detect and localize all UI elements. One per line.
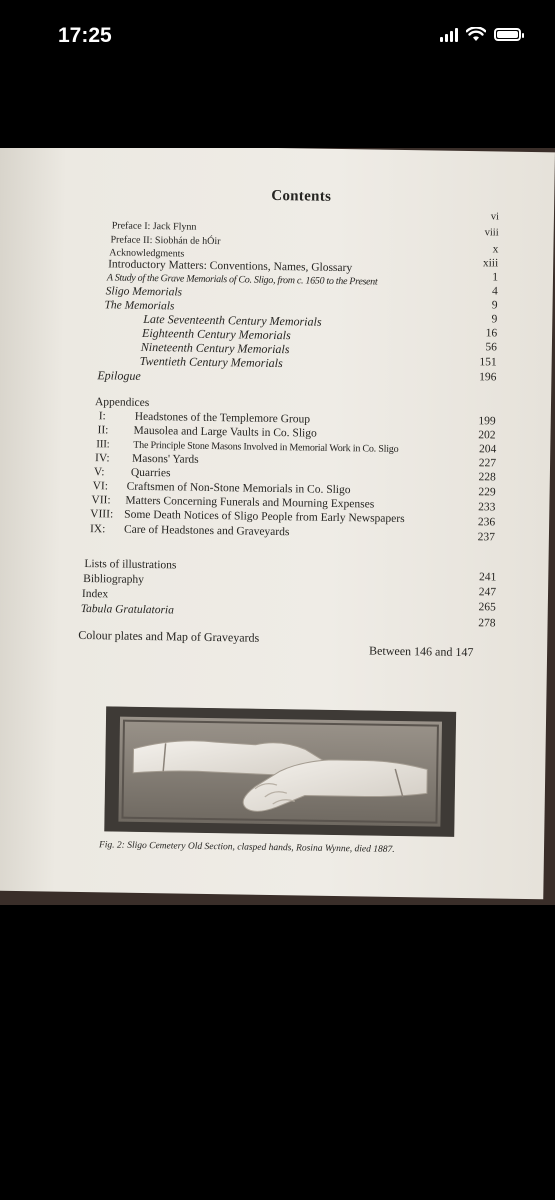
- appendix-row: V: Quarries: [93, 466, 171, 480]
- toc-entry-introductory: Introductory Matters: Conventions, Names, Glossary: [108, 258, 353, 275]
- page-title: Contents: [271, 187, 332, 205]
- toc-page-acknowledgments: x: [492, 243, 499, 256]
- figure-caption: Fig. 2: Sligo Cemetery Old Section, clasped hands, Rosina Wynne, died 1887.: [98, 840, 395, 855]
- appendix-row: VI: Craftsmen of Non-Stone Memorials in Co. Sligo: [92, 480, 351, 497]
- toc-entry-twentieth-century: Twentieth Century Memorials: [139, 353, 283, 371]
- appendix-page: 204: [478, 443, 497, 456]
- appendix-row: IV: Masons' Yards: [95, 452, 199, 466]
- toc-entry-index: Index: [81, 587, 109, 601]
- toc-page-illustrations: 241: [478, 571, 497, 584]
- toc-page-preface-1: vi: [490, 211, 500, 223]
- battery-icon: [494, 28, 521, 41]
- toc-page-seventeenth-century: 9: [491, 313, 498, 326]
- toc-page-bibliography: 247: [478, 586, 497, 599]
- toc-page-epilogue: 196: [479, 371, 497, 384]
- book-page-photo: [0, 148, 555, 905]
- toc-entry-nineteenth-century: Nineteenth Century Memorials: [140, 339, 290, 357]
- toc-entry-study: A Study of the Grave Memorials of Co. Sligo, from c. 1650 to the Present: [106, 272, 378, 288]
- appendix-row: III: The Principle Stone Masons Involved in Memorial Work in Co. Sligo: [96, 438, 399, 455]
- contents-page: [0, 148, 555, 899]
- appendix-row: II: Mausolea and Large Vaults in Co. Sligo: [97, 424, 317, 440]
- toc-entry-illustrations: Lists of illustrations: [84, 558, 177, 572]
- toc-page-twentieth-century: 151: [479, 356, 497, 369]
- toc-entry-plates: Colour plates and Map of Graveyards: [78, 627, 260, 645]
- toc-entry-acknowledgments: Acknowledgments: [109, 247, 185, 260]
- appendix-row: I: Headstones of the Templemore Group: [98, 410, 311, 426]
- appendix-page: 202: [478, 429, 496, 442]
- toc-entry-seventeenth-century: Late Seventeenth Century Memorials: [143, 311, 322, 329]
- toc-entry-the-memorials: The Memorials: [104, 299, 175, 313]
- appendix-page: 199: [478, 415, 496, 428]
- toc-page-preface-2: viii: [484, 227, 499, 239]
- appendix-page: 229: [478, 486, 496, 499]
- toc-page-introductory: xiii: [482, 257, 499, 270]
- toc-entry-preface-1: Preface I: Jack Flynn: [111, 220, 197, 233]
- toc-entry-sligo-memorials: Sligo Memorials: [105, 285, 183, 299]
- appendices-heading: Appendices: [94, 396, 150, 410]
- clasped-hands-photo: [104, 706, 456, 836]
- toc-page-study: 1: [492, 271, 499, 284]
- appendix-row: VIII: Some Death Notices of Sligo People from Early Newspapers: [90, 508, 405, 526]
- toc-page-the-memorials: 9: [491, 299, 498, 312]
- toc-page-eighteenth-century: 16: [485, 327, 498, 340]
- toc-entry-epilogue: Epilogue: [97, 368, 141, 383]
- wifi-icon: [466, 27, 486, 42]
- appendix-page: 237: [477, 531, 496, 544]
- toc-page-sligo-memorials: 4: [491, 285, 498, 298]
- status-bar: [0, 0, 555, 80]
- cellular-signal-icon: [440, 28, 458, 42]
- toc-entry-bibliography: Bibliography: [83, 573, 144, 586]
- appendix-page: 233: [478, 501, 496, 514]
- toc-entry-preface-2: Preface II: Siobhán de hÓir: [110, 234, 221, 248]
- appendix-page: 236: [477, 516, 496, 529]
- toc-entry-eighteenth-century: Eighteenth Century Memorials: [141, 325, 291, 343]
- toc-page-nineteenth-century: 56: [485, 341, 497, 354]
- status-icons: [440, 27, 521, 42]
- appendix-page: 228: [478, 471, 496, 484]
- toc-page-plates: Between 146 and 147: [369, 643, 474, 660]
- toc-page-tabula: 278: [478, 617, 496, 630]
- toc-entry-tabula: Tabula Gratulatoria: [80, 602, 175, 617]
- appendix-page: 227: [478, 457, 497, 470]
- appendix-row: VII: Matters Concerning Funerals and Mourning Expenses: [91, 494, 375, 511]
- appendix-row: IX: Care of Headstones and Graveyards: [89, 523, 290, 539]
- status-time: 17:25: [58, 24, 112, 47]
- toc-page-index: 265: [478, 601, 496, 614]
